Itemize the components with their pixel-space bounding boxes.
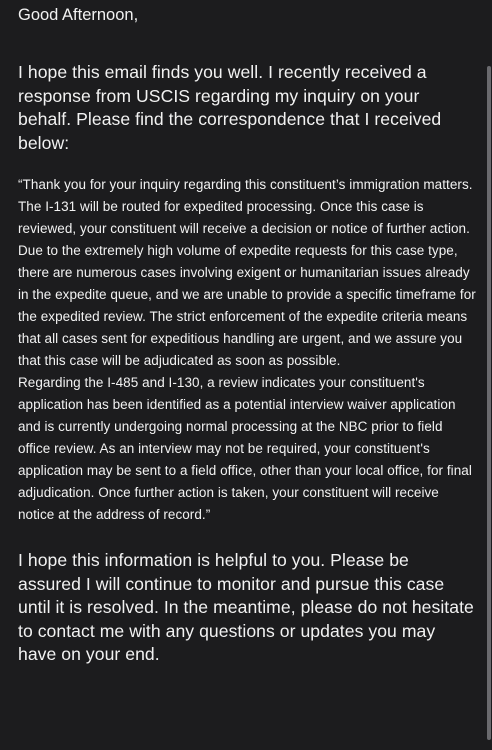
email-intro-paragraph: I hope this email finds you well. I recently received a response from USCIS regarding my inquiry on your behalf. Please find the correspondence that I received below:: [18, 62, 442, 153]
email-greeting: Good Afternoon,: [18, 6, 139, 24]
email-body: [18, 0, 476, 667]
email-closing-paragraph: I hope this information is helpful to you. Please be assured I will continue to monitor and pursue this case until it is resolved. In the meantime, please do not hesitate to contact me with any questions or updates you may have on your end.: [18, 550, 474, 664]
quoted-correspondence: [18, 174, 476, 526]
quote-paragraph-i485-i130: Regarding the I-485 and I-130, a review indicates your constituent's application has been identified as a potential interview waiver application and is currently undergoing normal processing at the NBC prior to field office review. As an interview may not be required, your constituent's application may be sent to a field office, other than your local office, for final adjudication. Once further action is taken, your constituent will receive notice at the address of record.”: [18, 375, 472, 522]
quote-paragraph-i131: “Thank you for your inquiry regarding this constituent’s immigration matters. The I-131 will be routed for expedited processing. Once this case is reviewed, your constituent will receive a decision or notice of further action. Due to the extremely high volume of expedite requests for this case type, there are numerous cases involving exigent or humanitarian issues already in the expedite queue, and we are unable to provide a specific timeframe for the expedited review. The strict enforcement of the expedite criteria means that all cases sent for expeditious handling are urgent, and we assure you that this case will be adjudicated as soon as possible.: [18, 177, 476, 368]
scrollbar-thumb[interactable]: [487, 66, 491, 740]
